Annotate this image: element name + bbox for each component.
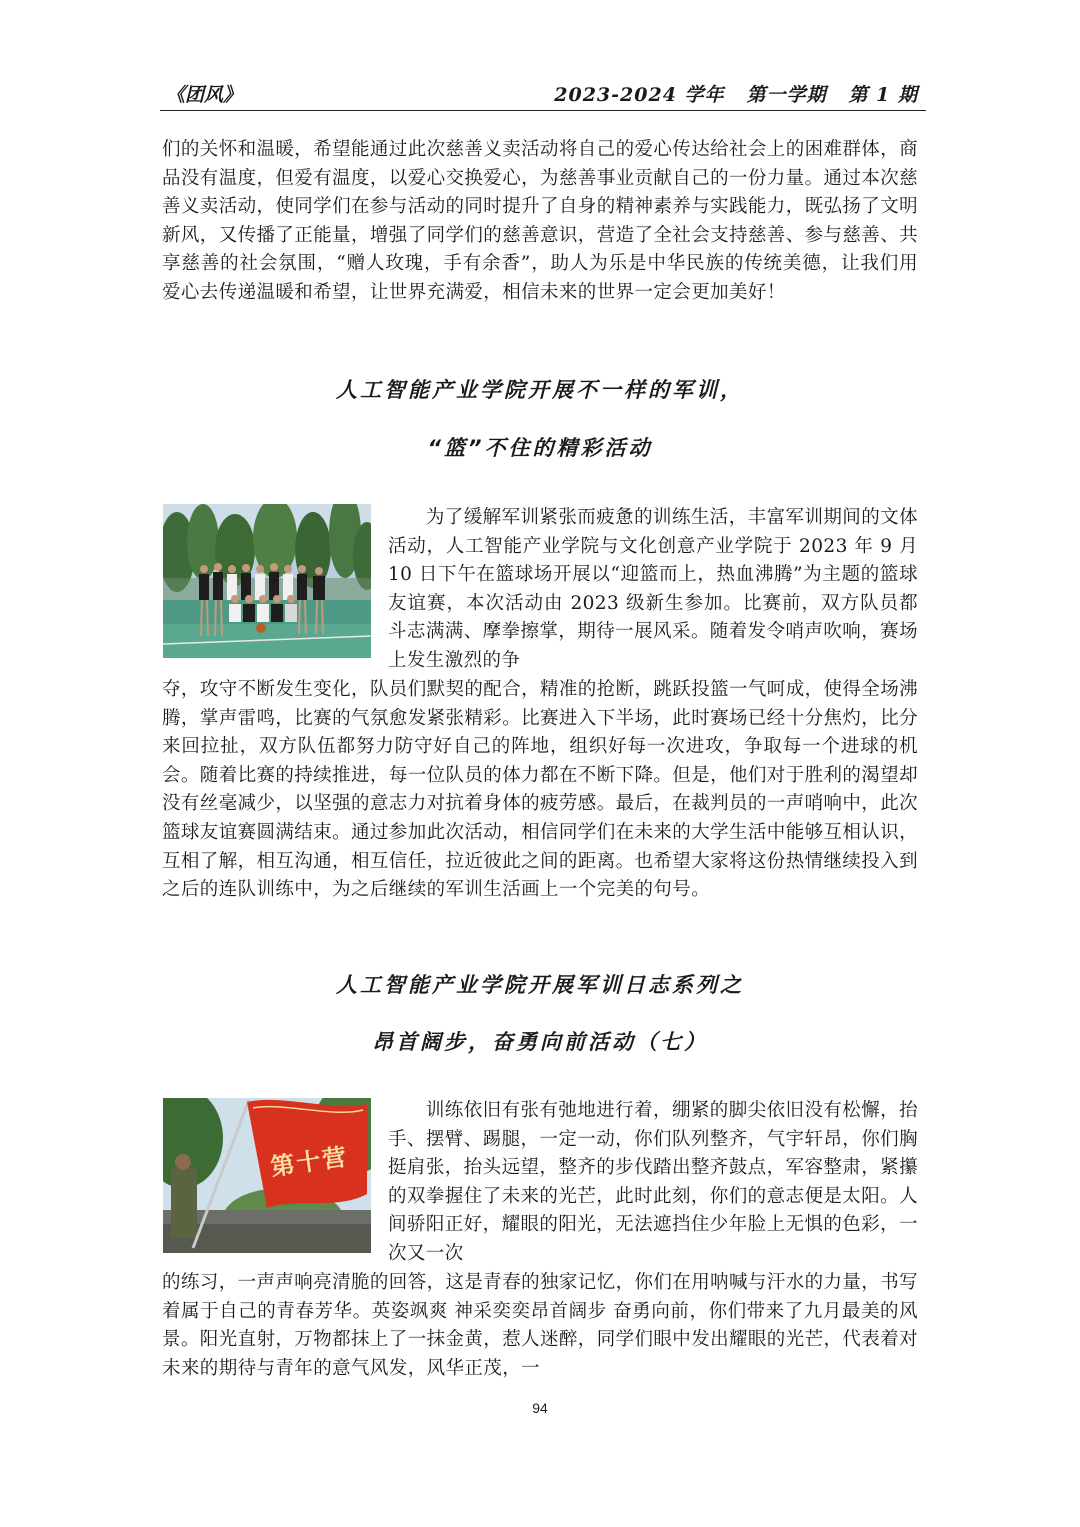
article1-title-line2: “篮”不住的精彩活动	[427, 436, 653, 460]
article1-body-wrapped: 为了缓解军训紧张而疲惫的训练生活，丰富军训期间的文体活动，人工智能产业学院与文化创意产业学院于 2023 年 9 月 10 日下午在篮球场开展以“迎篮而上，热血沸腾”为主题的篮球友谊赛，本次活动由 2023 级新生参加。比赛前，双方队员都斗志满满、摩拳擦掌，期待一展风采。随着发令哨声吹响，赛场上发生激烈的争	[388, 507, 918, 671]
article2-title-line1: 人工智能产业学院开展军训日志系列之	[336, 973, 744, 997]
page-number: 94	[532, 1400, 548, 1416]
article1-title-line1: 人工智能产业学院开展不一样的军训，	[336, 378, 744, 402]
military-training-flag-photo	[163, 1098, 371, 1253]
issue-info	[532, 80, 918, 107]
article2-body: 的练习，一声声响亮清脆的回答，这是青春的独家记忆，你们在用呐喊与汗水的力量，书写着属于自己的青春芳华。英姿飒爽 神采奕奕昂首阔步 奋勇向前，你们带来了九月最美的风景。阳光直射，万物都抹上了一抹金黄，惹人迷醉，同学们眼中发出耀眼的光芒，代表着对未来的期待与青年的意气风发，风华正茂，一	[162, 1272, 919, 1379]
page-header	[160, 78, 926, 111]
semester: 第一学期	[746, 84, 827, 106]
basketball-team-photo	[163, 504, 371, 658]
journal-name: 《团风》	[166, 84, 243, 106]
intro-paragraph: 们的关怀和温暖，希望能通过此次慈善义卖活动将自己的爱心传达给社会上的困难群体，商品没有温度，但爱有温度，以爱心交换爱心，为慈善事业贡献自己的一份力量。通过本次慈善义卖活动，使同学们在参与活动的同时提升了自身的精神素养与实践能力，既弘扬了文明新风，又传播了正能量，增强了同学们的慈善意识，营造了全社会支持慈善、参与慈善、共享慈善的社会氛围，“赠人玫瑰，手有余香”，助人为乐是中华民族的传统美德，让我们用爱心去传递温暖和希望，让世界充满爱，相信未来的世界一定会更加美好！	[162, 139, 919, 303]
issue-number: 第 1 期	[848, 84, 918, 106]
article2-title-line2: 昂首阔步，奋勇向前活动（七）	[372, 1030, 708, 1054]
academic-year: 2023-2024 学年	[554, 84, 725, 106]
article2-body-wrapped: 训练依旧有张有弛地进行着，绷紧的脚尖依旧没有松懈，抬手、摆臂、踢腿，一定一动，你们队列整齐，气宇轩昂，你们胸挺肩张，抬头远望，整齐的步伐踏出整齐鼓点，军容整肃，紧攥的双拳握住了未来的光芒，此时此刻，你们的意志便是太阳。人间骄阳正好，耀眼的阳光，无法遮挡住少年脸上无惧的色彩，一次又一次	[388, 1100, 918, 1264]
article1-body: 夺，攻守不断发生变化，队员们默契的配合，精准的抢断，跳跃投篮一气呵成，使得全场沸腾，掌声雷鸣，比赛的气氛愈发紧张精彩。比赛进入下半场，此时赛场已经十分焦灼，比分来回拉扯，双方队伍都努力防守好自己的阵地，组织好每一次进攻，争取每一个进球的机会。随着比赛的持续推进，每一位队员的体力都在不断下降。但是，他们对于胜利的渴望却没有丝毫减少，以坚强的意志力对抗着身体的疲劳感。最后，在裁判员的一声哨响中，此次篮球友谊赛圆满结束。通过参加此次活动，相信同学们在未来的大学生活中能够互相认识，互相了解，相互沟通，相互信任，拉近彼此之间的距离。也希望大家将这份热情继续投入到之后的连队训练中，为之后继续的军训生活画上一个完美的句号。	[162, 679, 919, 901]
flag-text: 第十营	[268, 1142, 350, 1182]
